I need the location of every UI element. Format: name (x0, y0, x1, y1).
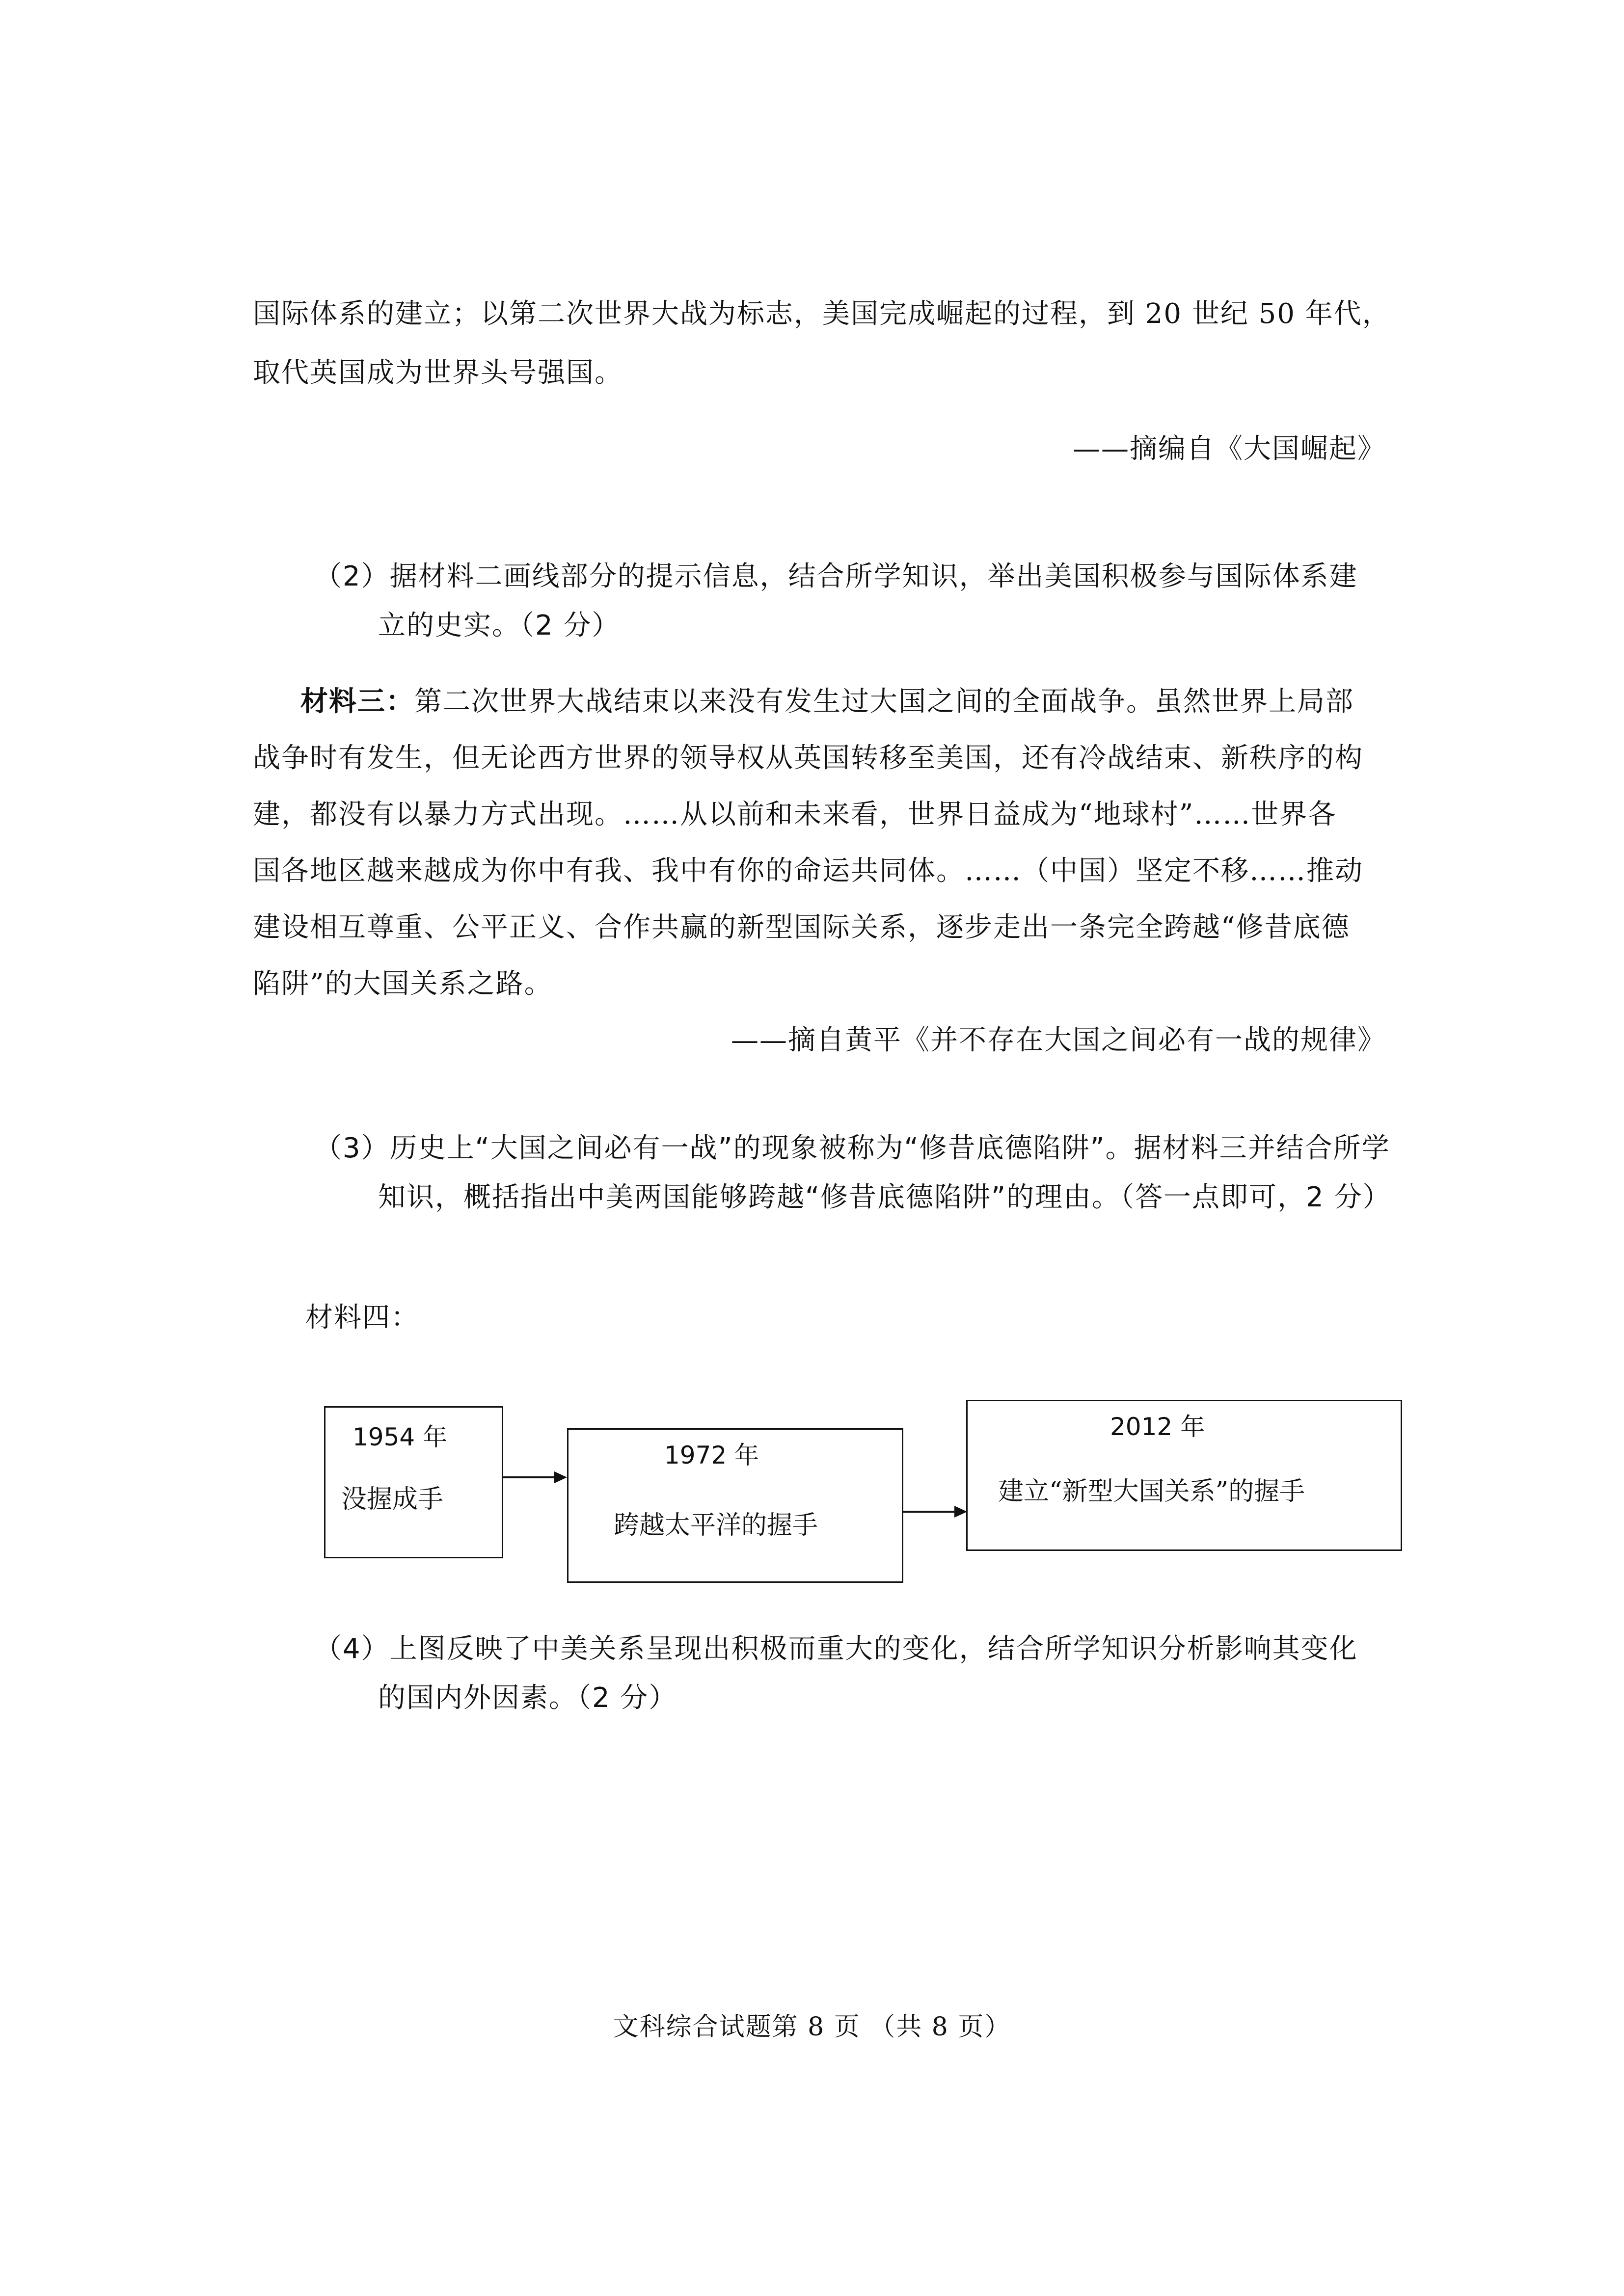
question4-line-2: 的国内外因素。（2 分） (378, 1682, 677, 1714)
page-footer: 文科综合试题第 8 页 （共 8 页） (613, 2012, 1011, 2042)
material3-label: 材料三： (300, 686, 414, 718)
material4-label: 材料四： (305, 1302, 419, 1334)
diagram-box-1954 (324, 1406, 503, 1558)
diagram-box-2012-text: 建立“新型大国关系”的握手 (998, 1477, 1305, 1506)
diagram-box-1972-year: 1972 年 (664, 1441, 759, 1469)
diagram-box-1972-text: 跨越太平洋的握手 (614, 1511, 818, 1540)
diagram-box-1954-text: 没握成手 (341, 1485, 444, 1514)
material3-line-2: 战争时有发生，但无论西方世界的领导权从英国转移至美国，还有冷战结束、新秩序的构 (253, 742, 1363, 774)
material3-line-6: 陷阱”的大国关系之路。 (253, 968, 553, 1000)
question3-line-2: 知识，概括指出中美两国能够跨越“修昔底德陷阱”的理由。（答一点即可，2 分） (378, 1181, 1391, 1213)
material3-paragraph (300, 685, 1354, 719)
diagram-box-1954-year: 1954 年 (352, 1423, 448, 1451)
question2-line-1: （2）据材料二画线部分的提示信息，结合所学知识，举出美国积极参与国际体系建 (314, 561, 1358, 592)
material3-line-3: 建，都没有以暴力方式出现。……从以前和未来看，世界日益成为“地球村”……世界各 (253, 799, 1337, 830)
question3-line-1: （3）历史上“大国之间必有一战”的现象被称为“修昔底德陷阱”。据材料三并结合所学 (314, 1132, 1390, 1164)
diagram-box-2012-year: 2012 年 (1110, 1413, 1205, 1441)
material2-line-1: 国际体系的建立；以第二次世界大战为标志，美国完成崛起的过程，到 20 世纪 50 年代， (253, 298, 1391, 330)
diagram-box-2012 (966, 1400, 1402, 1551)
diagram-box-1972 (567, 1428, 903, 1583)
material3-source: ——摘自黄平《并不存在大国之间必有一战的规律》 (731, 1024, 1386, 1056)
question4-line-1: （4）上图反映了中美关系呈现出积极而重大的变化，结合所学知识分析影响其变化 (314, 1633, 1358, 1665)
material3-line-5: 建设相互尊重、公平正义、合作共赢的新型国际关系，逐步走出一条完全跨越“修昔底德 (253, 911, 1350, 943)
material3-line-4: 国各地区越来越成为你中有我、我中有你的命运共同体。……（中国）坚定不移……推动 (253, 855, 1363, 887)
material3-line-1: 第二次世界大战结束以来没有发生过大国之间的全面战争。虽然世界上局部 (414, 686, 1354, 718)
material2-line-2: 取代英国成为世界头号强国。 (253, 357, 623, 389)
question2-line-2: 立的史实。（2 分） (378, 610, 621, 641)
diagram-arrow-2 (903, 1502, 967, 1522)
diagram-arrow-1 (503, 1468, 567, 1487)
material2-source: ——摘编自《大国崛起》 (1073, 433, 1386, 465)
